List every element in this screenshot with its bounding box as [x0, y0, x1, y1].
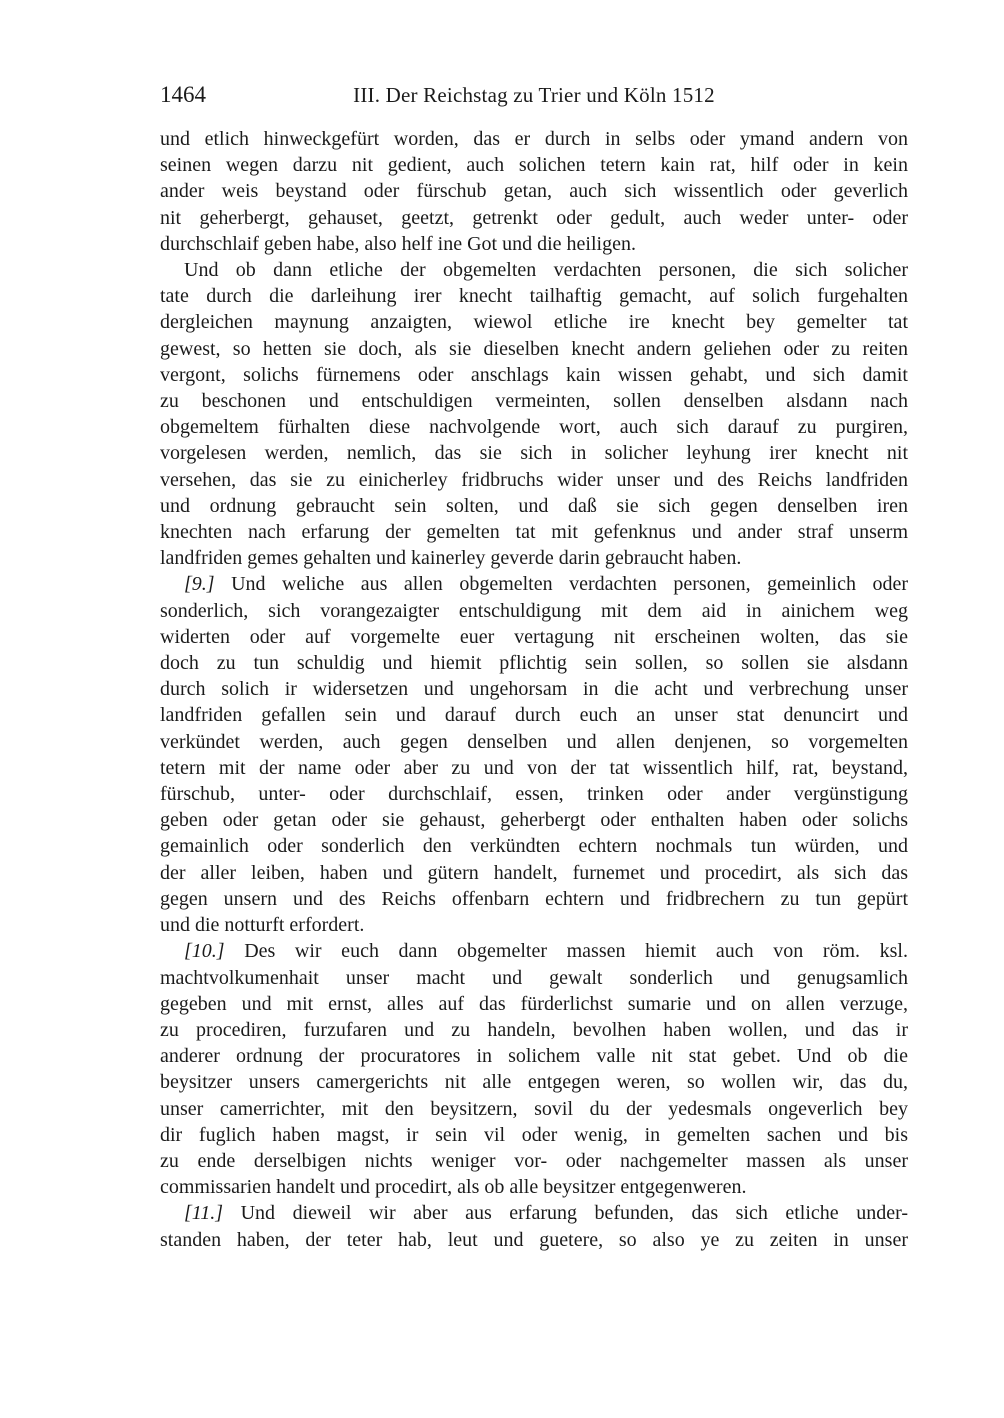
text-line: und etlich hinweckgefürt worden, das er durch in selbs oder ymand andern von — [160, 128, 908, 150]
text-line: dergleichen maynung anzaigten, wiewol etliche ire knecht bey gemelter tat — [160, 311, 908, 334]
text-line: commissarien handelt und procedirt, als ob alle beysitzer entgegenweren. — [160, 1176, 747, 1199]
text-line: [11.] Und dieweil wir aber aus erfarung befunden, das sich etliche under- — [184, 1202, 908, 1225]
page-header — [160, 82, 908, 108]
text-line: widerten oder auf vorgemelte euer vertagung nit erscheinen wolten, das sie — [160, 625, 908, 648]
paragraph — [160, 126, 908, 257]
page-number: 1464 — [160, 82, 206, 107]
text-line: [10.] Des wir euch dann obgemelter massen hiemit auch von röm. ksl. — [184, 940, 908, 963]
text-line: anderer ordnung der procuratores in solichem valle nit stat gebet. Und ob die — [160, 1045, 908, 1068]
text-line: gewest, so hetten sie doch, als sie dieselben knecht andern geliehen oder zu reiten — [160, 337, 908, 360]
text-line: nit geherbergt, gehauset, geetzt, getrenkt oder gedult, auch weder unter- oder — [160, 206, 908, 229]
running-title: III. Der Reichstag zu Trier und Köln 1512 — [353, 83, 715, 107]
text-line: doch zu tun schuldig und hiemit pflichtig sein sollen, so sollen sie alsdann — [160, 652, 908, 675]
text-line: gegeben und mit ernst, alles auf das fürderlichst sumarie und on allen verzuge, — [160, 992, 908, 1015]
text-line: tate durch die darleihung irer knecht tailhaftig gemacht, auf solich furgehalten — [160, 285, 908, 308]
text-line: unser camerrichter, mit den beysitzern, sovil du der yedesmals ongeverlich bey — [160, 1097, 908, 1120]
paragraph — [160, 1200, 908, 1252]
text-line: knechten nach erfarung der gemelten tat mit gefenknus und ander straf unserm — [160, 521, 908, 544]
text-line: zu beschonen und entschuldigen vermeinten, sollen denselben alsdann nach — [160, 390, 908, 413]
text-line: ander weis beystand oder fürschub getan, auch sich wissentlich oder geverlich — [160, 180, 908, 203]
text-line: und ordnung gebraucht sein solten, und daß sie sich gegen denselben iren — [160, 494, 908, 517]
text-line: zu procediren, furzufaren und zu handeln, bevolhen haben wollen, und das ir — [160, 1018, 908, 1041]
text-line: fürschub, unter- oder durchschlaif, essen, trinken oder ander vergünstigung — [160, 783, 908, 806]
text-line: verkündet werden, auch gegen denselben und allen denjenen, so vorgemelten — [160, 730, 908, 753]
text-line: durch solich ir widersetzen und ungehorsam in die acht und verbrechung unser — [160, 678, 908, 701]
text-block — [160, 126, 908, 1253]
book-page — [160, 0, 908, 1253]
text-line: vergont, solichs fürnemens oder anschlags kain wissen gehabt, und sich damit — [160, 363, 908, 386]
paragraph — [160, 938, 908, 1200]
text-line: standen haben, der teter hab, leut und guetere, so also ye zu zeiten in unser — [160, 1228, 908, 1251]
text-line: gegen unsern und des Reichs offenbarn echtern und fridbrechern zu tun gepürt — [160, 887, 908, 910]
text-line: Und ob dann etliche der obgemelten verdachten personen, die sich solicher — [184, 259, 908, 282]
section-number-marker: [11.] — [184, 1202, 224, 1225]
text-line: machtvolkumenhait unser macht und gewalt sonderlich und genugsamlich — [160, 966, 908, 989]
text-line: landfriden gefallen sein und darauf durch euch an unser stat denuncirt und — [160, 704, 908, 727]
text-line: geben oder getan oder sie gehaust, geherbergt oder enthalten haben oder solichs — [160, 809, 908, 832]
section-number-marker: [10.] — [184, 940, 225, 963]
text-line: beysitzer unsers camergerichts nit alle entgegen weren, so wollen wir, das du, — [160, 1071, 908, 1094]
text-line: landfriden gemes gehalten und kainerley geverde darin gebraucht haben. — [160, 547, 742, 570]
text-line: zu ende derselbigen nichts weniger vor- oder nachgemelter massen als unser — [160, 1149, 908, 1172]
text-line: dir fuglich haben magst, ir sein vil oder wenig, in gemelten sachen und bis — [160, 1123, 908, 1146]
text-line: versehen, das sie zu einicherley fridbruchs wider unser und des Reichs landfriden — [160, 468, 908, 491]
text-line: vorgelesen werden, nemlich, das sie sich in solicher leyhung irer knecht nit — [160, 442, 908, 465]
paragraph — [160, 257, 908, 571]
text-line: und die notturft erfordert. — [160, 914, 365, 937]
text-line: seinen wegen darzu nit gedient, auch solichen tetern kain rat, hilf oder in kein — [160, 154, 908, 177]
text-line: der aller leiben, haben und gütern handelt, furnemet und procedirt, als sich das — [160, 861, 908, 884]
text-line: durchschlaif geben habe, also helf ine Got und die heiligen. — [160, 232, 636, 255]
text-line: gemainlich oder sonderlich den verkündten echtern nochmals tun würden, und — [160, 835, 908, 858]
text-line: tetern mit der name oder aber zu und von der tat wissentlich hilf, rat, beystand, — [160, 756, 908, 779]
text-line: [9.] Und weliche aus allen obgemelten verdachten personen, gemeinlich oder — [184, 573, 908, 596]
paragraph — [160, 571, 908, 938]
text-line: sonderlich, sich vorangezaigter entschuldigung mit dem aid in ainichem weg — [160, 599, 908, 622]
section-number-marker: [9.] — [184, 573, 215, 596]
text-line: obgemeltem fürhalten diese nachvolgende wort, auch sich darauf zu purgiren, — [160, 416, 908, 439]
